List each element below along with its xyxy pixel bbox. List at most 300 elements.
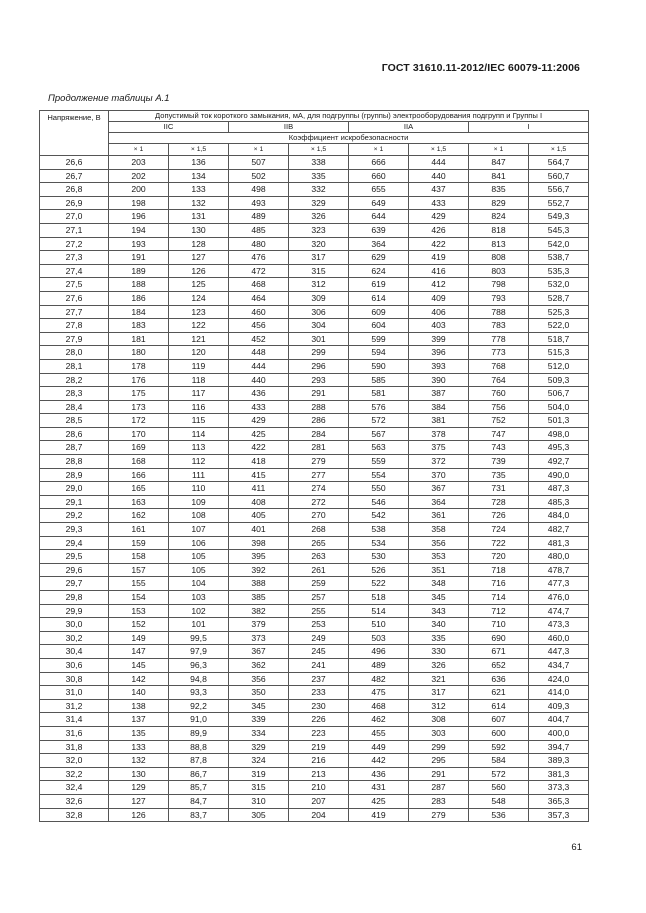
- current-cell: 480,0: [529, 550, 589, 564]
- current-cell: 590: [349, 359, 409, 373]
- table-row: [40, 387, 589, 401]
- current-cell: 426: [409, 223, 469, 237]
- current-cell: 841: [469, 169, 529, 183]
- current-cell: 442: [349, 754, 409, 768]
- current-header: Допустимый ток короткого замыкания, мА, для подгруппы (группы) электрооборудования подгрупп и Группы I: [109, 111, 589, 122]
- table-row: [40, 441, 589, 455]
- current-cell: 163: [109, 495, 169, 509]
- current-cell: 444: [229, 359, 289, 373]
- current-cell: 101: [169, 618, 229, 632]
- group-header: I: [469, 122, 589, 133]
- current-cell: 249: [289, 631, 349, 645]
- voltage-header: Напряжение, В: [40, 111, 109, 156]
- current-cell: 404,7: [529, 713, 589, 727]
- current-cell: 447,3: [529, 645, 589, 659]
- current-cell: 768: [469, 359, 529, 373]
- voltage-cell: 31,4: [40, 713, 109, 727]
- current-cell: 204: [289, 808, 349, 822]
- voltage-cell: 32,4: [40, 781, 109, 795]
- table-row: [40, 645, 589, 659]
- current-cell: 554: [349, 468, 409, 482]
- current-cell: 105: [169, 563, 229, 577]
- current-cell: 291: [289, 387, 349, 401]
- current-cell: 123: [169, 305, 229, 319]
- current-cell: 522,0: [529, 319, 589, 333]
- current-cell: 83,7: [169, 808, 229, 822]
- current-cell: 530: [349, 550, 409, 564]
- current-cell: 226: [289, 713, 349, 727]
- current-cell: 567: [349, 427, 409, 441]
- current-cell: 512,0: [529, 359, 589, 373]
- current-cell: 556,7: [529, 183, 589, 197]
- current-cell: 475: [349, 686, 409, 700]
- current-cell: 390: [409, 373, 469, 387]
- current-cell: 624: [349, 264, 409, 278]
- current-cell: 560,7: [529, 169, 589, 183]
- current-cell: 111: [169, 468, 229, 482]
- table-row: [40, 210, 589, 224]
- current-cell: 149: [109, 631, 169, 645]
- current-cell: 345: [409, 591, 469, 605]
- current-cell: 496: [349, 645, 409, 659]
- current-cell: 492,7: [529, 455, 589, 469]
- current-cell: 324: [229, 754, 289, 768]
- current-cell: 487,3: [529, 482, 589, 496]
- current-cell: 277: [289, 468, 349, 482]
- current-cell: 649: [349, 196, 409, 210]
- table-row: [40, 754, 589, 768]
- current-cell: 356: [409, 536, 469, 550]
- current-cell: 484,0: [529, 509, 589, 523]
- table-row: [40, 373, 589, 387]
- current-cell: 536: [469, 808, 529, 822]
- current-cell: 425: [229, 427, 289, 441]
- current-cell: 728: [469, 495, 529, 509]
- voltage-cell: 29,7: [40, 577, 109, 591]
- current-cell: 110: [169, 482, 229, 496]
- table-row: [40, 223, 589, 237]
- current-cell: 503: [349, 631, 409, 645]
- current-cell: 477,3: [529, 577, 589, 591]
- current-cell: 169: [109, 441, 169, 455]
- current-cell: 196: [109, 210, 169, 224]
- current-cell: 357,3: [529, 808, 589, 822]
- current-cell: 440: [229, 373, 289, 387]
- current-cell: 552,7: [529, 196, 589, 210]
- current-cell: 153: [109, 604, 169, 618]
- table-row: [40, 563, 589, 577]
- current-cell: 563: [349, 441, 409, 455]
- current-cell: 125: [169, 278, 229, 292]
- current-cell: 528,7: [529, 291, 589, 305]
- current-cell: 253: [289, 618, 349, 632]
- voltage-cell: 29,2: [40, 509, 109, 523]
- voltage-cell: 27,2: [40, 237, 109, 251]
- current-cell: 493: [229, 196, 289, 210]
- current-cell: 718: [469, 563, 529, 577]
- current-cell: 245: [289, 645, 349, 659]
- voltage-cell: 28,9: [40, 468, 109, 482]
- current-cell: 399: [409, 332, 469, 346]
- table-row: [40, 591, 589, 605]
- current-cell: 526: [349, 563, 409, 577]
- table-row: [40, 713, 589, 727]
- current-cell: 335: [409, 631, 469, 645]
- current-cell: 803: [469, 264, 529, 278]
- current-cell: 584: [469, 754, 529, 768]
- factor-header: × 1,5: [529, 144, 589, 156]
- current-cell: 279: [409, 808, 469, 822]
- table-row: [40, 156, 589, 170]
- current-cell: 636: [469, 672, 529, 686]
- current-cell: 559: [349, 455, 409, 469]
- voltage-cell: 26,6: [40, 156, 109, 170]
- current-cell: 117: [169, 387, 229, 401]
- current-cell: 308: [409, 713, 469, 727]
- current-cell: 572: [469, 767, 529, 781]
- current-cell: 126: [169, 264, 229, 278]
- current-cell: 764: [469, 373, 529, 387]
- current-cell: 317: [409, 686, 469, 700]
- table-row: [40, 672, 589, 686]
- current-cell: 91,0: [169, 713, 229, 727]
- current-cell: 378: [409, 427, 469, 441]
- current-cell: 422: [409, 237, 469, 251]
- voltage-cell: 30,0: [40, 618, 109, 632]
- current-cell: 329: [229, 740, 289, 754]
- current-cell: 480: [229, 237, 289, 251]
- current-cell: 481,3: [529, 536, 589, 550]
- table-row: [40, 183, 589, 197]
- current-cell: 409,3: [529, 699, 589, 713]
- voltage-cell: 29,6: [40, 563, 109, 577]
- current-cell: 714: [469, 591, 529, 605]
- current-cell: 158: [109, 550, 169, 564]
- current-cell: 321: [409, 672, 469, 686]
- current-cell: 581: [349, 387, 409, 401]
- current-cell: 102: [169, 604, 229, 618]
- current-cell: 396: [409, 346, 469, 360]
- current-cell: 299: [289, 346, 349, 360]
- current-cell: 604: [349, 319, 409, 333]
- current-cell: 259: [289, 577, 349, 591]
- voltage-cell: 27,5: [40, 278, 109, 292]
- voltage-cell: 28,7: [40, 441, 109, 455]
- voltage-cell: 32,2: [40, 767, 109, 781]
- current-cell: 283: [409, 794, 469, 808]
- document-header: ГОСТ 31610.11-2012/IEC 60079-11:2006: [381, 62, 580, 74]
- current-cell: 128: [169, 237, 229, 251]
- current-cell: 172: [109, 414, 169, 428]
- current-cell: 375: [409, 441, 469, 455]
- current-cell: 373: [229, 631, 289, 645]
- current-cell: 778: [469, 332, 529, 346]
- group-header: IIB: [229, 122, 349, 133]
- current-cell: 629: [349, 251, 409, 265]
- current-cell: 476,0: [529, 591, 589, 605]
- current-cell: 162: [109, 509, 169, 523]
- table-row: [40, 427, 589, 441]
- current-cell: 472: [229, 264, 289, 278]
- factor-header: × 1,5: [169, 144, 229, 156]
- current-cell: 495,3: [529, 441, 589, 455]
- current-cell: 183: [109, 319, 169, 333]
- current-cell: 293: [289, 373, 349, 387]
- current-cell: 621: [469, 686, 529, 700]
- current-cell: 373,3: [529, 781, 589, 795]
- current-cell: 274: [289, 482, 349, 496]
- current-cell: 712: [469, 604, 529, 618]
- current-cell: 464: [229, 291, 289, 305]
- current-cell: 607: [469, 713, 529, 727]
- current-cell: 431: [349, 781, 409, 795]
- current-cell: 106: [169, 536, 229, 550]
- current-cell: 315: [289, 264, 349, 278]
- table-row: [40, 509, 589, 523]
- current-cell: 288: [289, 400, 349, 414]
- current-cell: 138: [109, 699, 169, 713]
- current-cell: 155: [109, 577, 169, 591]
- current-cell: 219: [289, 740, 349, 754]
- current-cell: 564,7: [529, 156, 589, 170]
- table-row: [40, 278, 589, 292]
- current-cell: 425: [349, 794, 409, 808]
- current-cell: 735: [469, 468, 529, 482]
- current-cell: 145: [109, 658, 169, 672]
- voltage-cell: 29,3: [40, 523, 109, 537]
- voltage-cell: 31,0: [40, 686, 109, 700]
- current-cell: 379: [229, 618, 289, 632]
- current-cell: 468: [349, 699, 409, 713]
- current-cell: 104: [169, 577, 229, 591]
- current-cell: 136: [169, 156, 229, 170]
- current-cell: 299: [409, 740, 469, 754]
- current-cell: 118: [169, 373, 229, 387]
- current-cell: 126: [109, 808, 169, 822]
- current-cell: 210: [289, 781, 349, 795]
- current-cell: 478,7: [529, 563, 589, 577]
- current-cell: 279: [289, 455, 349, 469]
- current-cell: 490,0: [529, 468, 589, 482]
- voltage-cell: 28,0: [40, 346, 109, 360]
- table-row: [40, 237, 589, 251]
- current-cell: 92,2: [169, 699, 229, 713]
- table-row: [40, 319, 589, 333]
- current-cell: 747: [469, 427, 529, 441]
- table-row: [40, 536, 589, 550]
- voltage-cell: 29,9: [40, 604, 109, 618]
- current-cell: 460,0: [529, 631, 589, 645]
- current-cell: 129: [109, 781, 169, 795]
- table-caption: Продолжение таблицы А.1: [48, 93, 170, 104]
- voltage-cell: 27,7: [40, 305, 109, 319]
- table-row: [40, 400, 589, 414]
- current-cell: 460: [229, 305, 289, 319]
- table-row: [40, 332, 589, 346]
- current-cell: 340: [409, 618, 469, 632]
- current-cell: 538,7: [529, 251, 589, 265]
- current-cell: 388: [229, 577, 289, 591]
- current-cell: 131: [169, 210, 229, 224]
- current-cell: 666: [349, 156, 409, 170]
- voltage-cell: 29,0: [40, 482, 109, 496]
- current-cell: 382: [229, 604, 289, 618]
- current-cell: 550: [349, 482, 409, 496]
- current-cell: 560: [469, 781, 529, 795]
- current-cell: 127: [109, 794, 169, 808]
- current-cell: 585: [349, 373, 409, 387]
- current-cell: 107: [169, 523, 229, 537]
- current-cell: 710: [469, 618, 529, 632]
- current-cell: 813: [469, 237, 529, 251]
- current-cell: 189: [109, 264, 169, 278]
- current-cell: 114: [169, 427, 229, 441]
- current-cell: 498,0: [529, 427, 589, 441]
- current-cell: 295: [409, 754, 469, 768]
- current-cell: 137: [109, 713, 169, 727]
- current-cell: 411: [229, 482, 289, 496]
- current-cell: 176: [109, 373, 169, 387]
- current-cell: 296: [289, 359, 349, 373]
- current-cell: 132: [109, 754, 169, 768]
- current-cell: 157: [109, 563, 169, 577]
- current-cell: 213: [289, 767, 349, 781]
- table-row: [40, 699, 589, 713]
- group-header: IIC: [109, 122, 229, 133]
- current-cell: 504,0: [529, 400, 589, 414]
- table-row: [40, 196, 589, 210]
- table-row: [40, 740, 589, 754]
- voltage-cell: 31,8: [40, 740, 109, 754]
- current-cell: 829: [469, 196, 529, 210]
- current-cell: 241: [289, 658, 349, 672]
- current-cell: 594: [349, 346, 409, 360]
- current-cell: 142: [109, 672, 169, 686]
- current-cell: 186: [109, 291, 169, 305]
- current-cell: 159: [109, 536, 169, 550]
- current-cell: 507: [229, 156, 289, 170]
- current-cell: 416: [409, 264, 469, 278]
- current-cell: 652: [469, 658, 529, 672]
- current-cell: 731: [469, 482, 529, 496]
- current-cell: 401: [229, 523, 289, 537]
- current-cell: 287: [409, 781, 469, 795]
- current-cell: 756: [469, 400, 529, 414]
- current-cell: 272: [289, 495, 349, 509]
- current-cell: 501,3: [529, 414, 589, 428]
- voltage-cell: 30,6: [40, 658, 109, 672]
- current-cell: 181: [109, 332, 169, 346]
- current-cell: 202: [109, 169, 169, 183]
- current-cell: 154: [109, 591, 169, 605]
- current-cell: 133: [109, 740, 169, 754]
- current-cell: 393: [409, 359, 469, 373]
- current-cell: 760: [469, 387, 529, 401]
- current-cell: 644: [349, 210, 409, 224]
- current-cell: 518: [349, 591, 409, 605]
- current-cell: 783: [469, 319, 529, 333]
- voltage-cell: 29,1: [40, 495, 109, 509]
- current-cell: 286: [289, 414, 349, 428]
- table-row: [40, 658, 589, 672]
- current-cell: 85,7: [169, 781, 229, 795]
- group-header-row: [40, 122, 589, 133]
- current-cell: 385: [229, 591, 289, 605]
- voltage-cell: 28,2: [40, 373, 109, 387]
- current-cell: 448: [229, 346, 289, 360]
- factor-header: × 1: [109, 144, 169, 156]
- current-cell: 305: [229, 808, 289, 822]
- current-cell: 387: [409, 387, 469, 401]
- current-cell: 332: [289, 183, 349, 197]
- current-cell: 576: [349, 400, 409, 414]
- current-cell: 257: [289, 591, 349, 605]
- current-cell: 824: [469, 210, 529, 224]
- current-cell: 406: [409, 305, 469, 319]
- current-cell: 436: [229, 387, 289, 401]
- current-cell: 361: [409, 509, 469, 523]
- current-cell: 99,5: [169, 631, 229, 645]
- table-body: [40, 156, 589, 822]
- current-cell: 108: [169, 509, 229, 523]
- current-cell: 525,3: [529, 305, 589, 319]
- current-cell: 115: [169, 414, 229, 428]
- current-cell: 351: [409, 563, 469, 577]
- current-cell: 233: [289, 686, 349, 700]
- current-cell: 395: [229, 550, 289, 564]
- current-cell: 105: [169, 550, 229, 564]
- voltage-cell: 26,7: [40, 169, 109, 183]
- current-cell: 329: [289, 196, 349, 210]
- current-cell: 223: [289, 726, 349, 740]
- table-row: [40, 305, 589, 319]
- current-cell: 818: [469, 223, 529, 237]
- current-cell: 315: [229, 781, 289, 795]
- current-cell: 489: [349, 658, 409, 672]
- current-cell: 542,0: [529, 237, 589, 251]
- current-cell: 545,3: [529, 223, 589, 237]
- current-cell: 338: [289, 156, 349, 170]
- factor-header: × 1: [469, 144, 529, 156]
- current-cell: 572: [349, 414, 409, 428]
- voltage-cell: 30,4: [40, 645, 109, 659]
- current-cell: 515,3: [529, 346, 589, 360]
- current-cell: 96,3: [169, 658, 229, 672]
- current-cell: 518,7: [529, 332, 589, 346]
- current-cell: 281: [289, 441, 349, 455]
- current-cell: 127: [169, 251, 229, 265]
- table-row: [40, 169, 589, 183]
- current-cell: 152: [109, 618, 169, 632]
- current-cell: 485: [229, 223, 289, 237]
- factor-header-row: [40, 144, 589, 156]
- current-cell: 165: [109, 482, 169, 496]
- current-cell: 291: [409, 767, 469, 781]
- current-cell: 403: [409, 319, 469, 333]
- voltage-cell: 27,8: [40, 319, 109, 333]
- current-cell: 168: [109, 455, 169, 469]
- current-cell: 255: [289, 604, 349, 618]
- table-row: [40, 482, 589, 496]
- current-cell: 398: [229, 536, 289, 550]
- current-cell: 542: [349, 509, 409, 523]
- current-cell: 175: [109, 387, 169, 401]
- current-cell: 414,0: [529, 686, 589, 700]
- voltage-cell: 27,9: [40, 332, 109, 346]
- current-cell: 198: [109, 196, 169, 210]
- current-cell: 303: [409, 726, 469, 740]
- voltage-cell: 27,4: [40, 264, 109, 278]
